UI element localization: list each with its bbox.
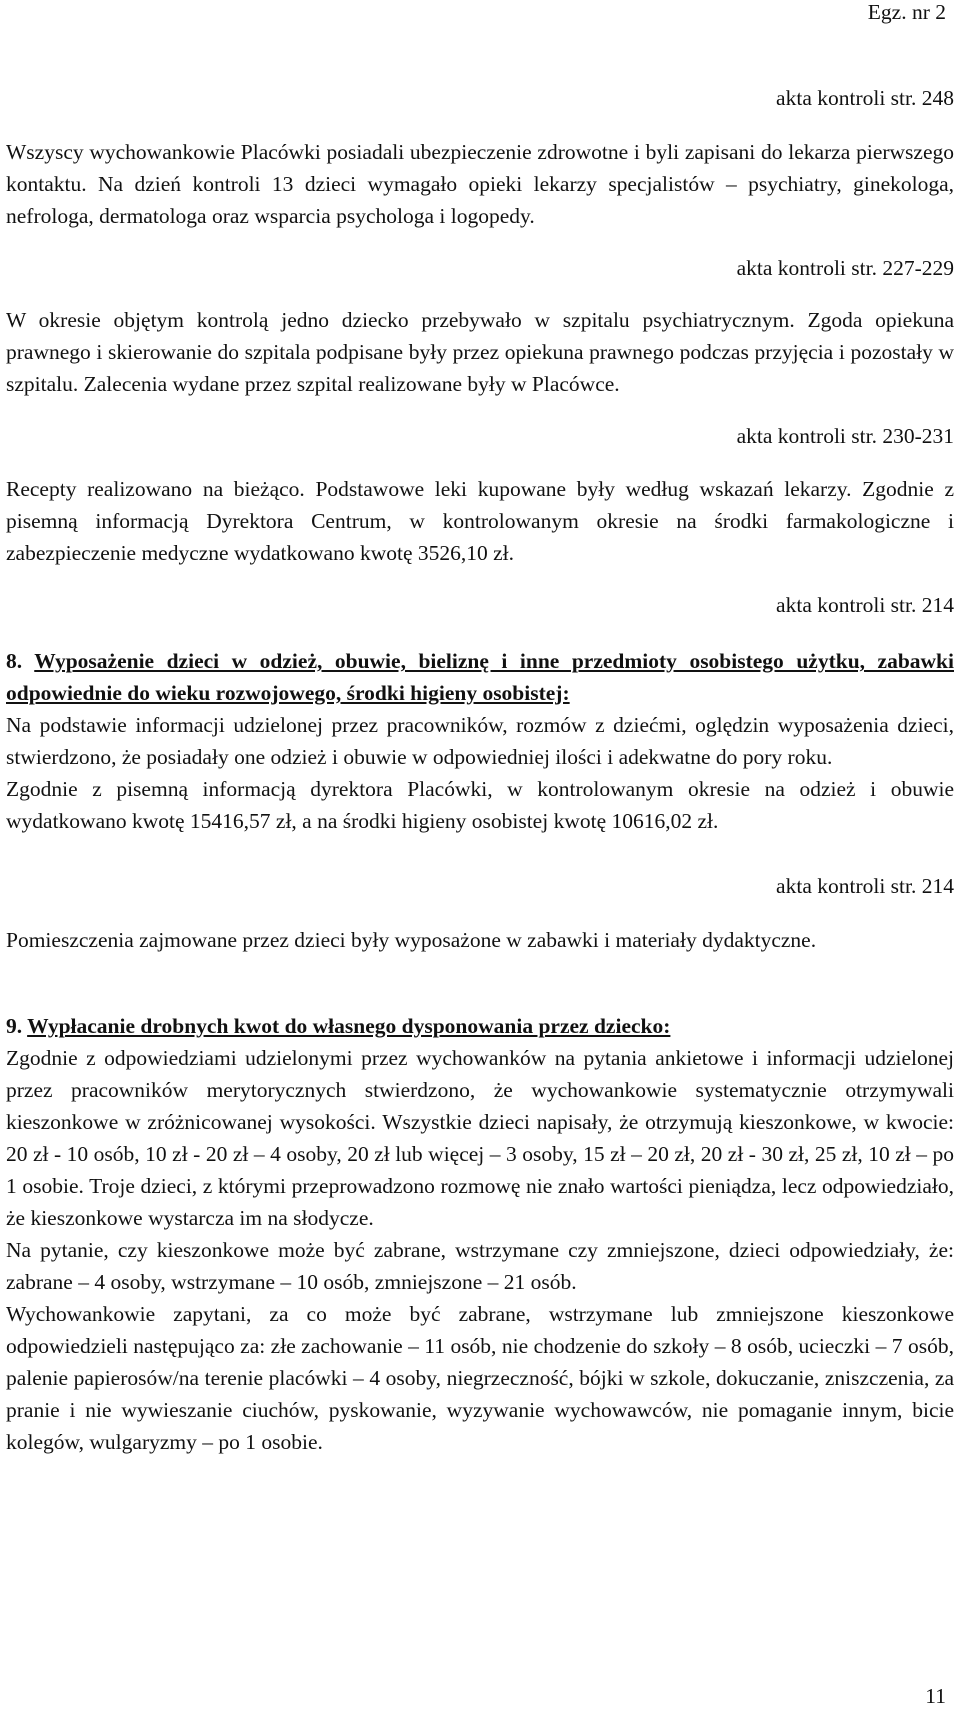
section-9 <box>6 1010 954 1458</box>
paragraph-prescriptions: Recepty realizowano na bieżąco. Podstawowe leki kupowane były według wskazań lekarzy. Zgodnie z pisemną informacją Dyrektora Centrum, w kontrolowanym okresie na środki farmakologiczne i zabezpieczenie medyczne wydatkowano kwotę 3526,10 zł. <box>6 477 954 565</box>
paragraph-clothing-spending: Zgodnie z pisemną informacją dyrektora Placówki, w kontrolowanym okresie na odzież i obuwie wydatkowano kwotę 15416,57 zł, a na środki higieny osobistej kwotę 10616,02 zł. <box>6 777 954 833</box>
section-8-title: Wyposażenie dzieci w odzież, obuwie, bieliznę i inne przedmioty osobistego użytku, zabawki odpowiednie do wieku rozwojowego, środki higieny osobistej: <box>6 649 954 705</box>
section-8 <box>6 645 954 837</box>
section-8-number: 8. <box>6 649 23 673</box>
reference-227-229: akta kontroli str. 227-229 <box>736 256 954 280</box>
paragraph-hospital: W okresie objętym kontrolą jedno dziecko przebywało w szpitalu psychiatrycznym. Zgoda opiekuna prawnego i skierowanie do szpitala podpisane były przez opiekuna prawnego podczas przyjęcia i pozostały w szpitalu. Zalecenia wydane przez szpital realizowane były w Placówce. <box>6 308 954 396</box>
reference-230-231: akta kontroli str. 230-231 <box>736 424 954 448</box>
reference-214-a: akta kontroli str. 214 <box>776 593 954 617</box>
paragraph-pocket-money: Zgodnie z odpowiedziami udzielonymi przez wychowanków na pytania ankietowe i informacji udzielonej przez pracowników merytorycznych stwierdzono, że wychowankowie systematycznie otrzymywali kieszonkowe w zróżnicowanej wysokości. Wszystkie dzieci napisały, że otrzymują kieszonkowe, w kwocie: 20 zł - 10 osób, 10 zł - 20 zł – 4 osoby, 20 zł lub więcej – 3 osoby, 15 zł – 20 zł, 20 zł - 30 zł, 25 zł, 10 zł – po 1 osobie. Troje dzieci, z którymi przeprowadzono rozmowę nie znało wartości pieniądza, lecz odpowiedziało, że kieszonkowe wystarcza im na słodycze. <box>6 1046 954 1230</box>
reference-214-b: akta kontroli str. 214 <box>776 874 954 898</box>
paragraph-pocket-money-reasons: Wychowankowie zapytani, za co może być zabrane, wstrzymane lub zmniejszone kieszonkowe odpowiedzieli następująco za: złe zachowanie – 11 osób, nie chodzenie do szkoły – 8 osób, ucieczki – 7 osób, palenie papierosów/na terenie placówki – 4 osoby, niegrzeczność, bójki w szkole, dokuczanie, zniszczenia, za pranie i nie wywieszanie ciuchów, pyskowanie, wyzywanie wychowawców, nie pomaganie innym, bicie kolegów, wulgaryzmy – po 1 osobie. <box>6 1302 954 1454</box>
section-8-heading <box>6 645 954 709</box>
section-9-heading <box>6 1010 954 1042</box>
section-9-number: 9. <box>6 1014 23 1038</box>
paragraph-toys: Pomieszczenia zajmowane przez dzieci były wyposażone w zabawki i materiały dydaktyczne. <box>6 928 817 952</box>
reference-248: akta kontroli str. 248 <box>776 86 954 110</box>
copy-number: Egz. nr 2 <box>867 0 946 24</box>
paragraph-pocket-money-question: Na pytanie, czy kieszonkowe może być zabrane, wstrzymane czy zmniejszone, dzieci odpowiedziały, że: zabrane – 4 osoby, wstrzymane – 10 osób, zmniejszone – 21 osób. <box>6 1238 954 1294</box>
section-9-title: Wypłacanie drobnych kwot do własnego dysponowania przez dziecko: <box>27 1014 671 1038</box>
page-number: 11 <box>925 1684 946 1708</box>
paragraph-clothing: Na podstawie informacji udzielonej przez pracowników, rozmów z dziećmi, oględzin wyposażenia dzieci, stwierdzono, że posiadały one odzież i obuwie w odpowiedniej ilości i adekwatne do pory roku. <box>6 713 954 769</box>
paragraph-insurance: Wszyscy wychowankowie Placówki posiadali ubezpieczenie zdrowotne i byli zapisani do lekarza pierwszego kontaktu. Na dzień kontroli 13 dzieci wymagało opieki lekarzy specjalistów – psychiatry, ginekologa, nefrologa, dermatologa oraz wsparcia psychologa i logopedy. <box>6 140 954 228</box>
